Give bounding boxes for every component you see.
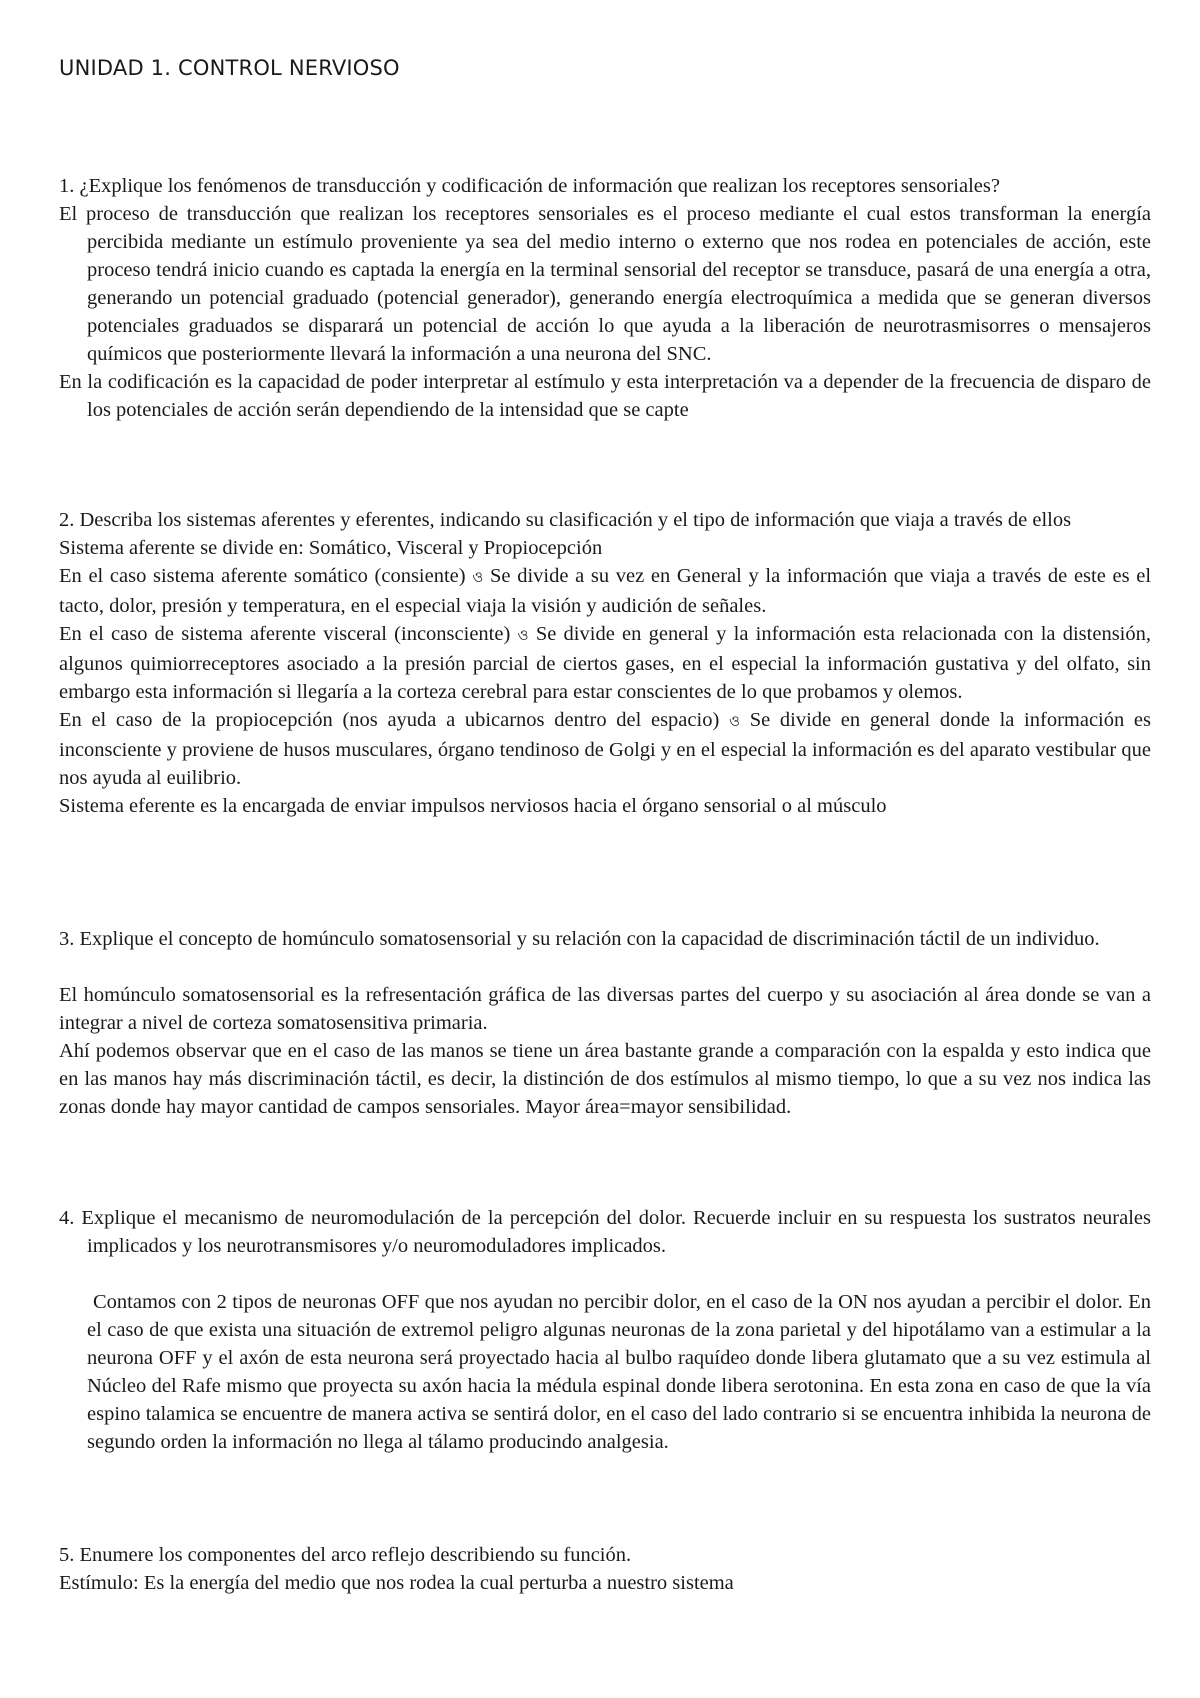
visceral-description: Se divide en general y la información esta relacionada con la distensión, algunos quimiorreceptores asociado a la presión parcial de ciertos gases, en el especial la información gustativa y del olfato, sin embargo esta información si llegaría a la corteza cerebral para estar conscientes de lo que probamos y olemos. (59, 623, 1152, 703)
somatic-description: Se divide a su vez en General y la información que viaja a través de este es el tacto, dolor, presión y temperatura, en el especial viaja la visión y audición de señales. (59, 565, 1152, 617)
question-1-answer-paragraph-1: El proceso de transducción que realizan los receptores sensoriales es el proceso mediante el cual estos transforman la energía percibida mediante un estímulo proveniente ya sea del medio interno o externo que nos rodea en potenciales de acción, este proceso tendrá inicio cuando es captada la energía en la terminal sensorial del receptor se transduce, pasará de una energía a otra, generando un potencial graduado (potencial generador), generando energía electroquímica a medida que se generan diversos potenciales graduados se disparará un potencial de acción lo que ayuda a la liberación de neurotrasmisorres o mensajeros químicos que posteriormente llevará la información a una neurona del SNC. (59, 203, 1151, 365)
question-5-block (59, 1541, 1151, 1597)
question-3-block (59, 925, 1151, 1121)
question-2-somatic-paragraph (59, 562, 1151, 620)
somatic-intro: En el caso sistema aferente somático (consiente) (59, 565, 466, 587)
question-3-answer-paragraph-1: El homúnculo somatosensorial es la refresentación gráfica de las diversas partes del cuerpo y su asociación al área donde se van a integrar a nivel de corteza somatosensitiva primaria. (59, 984, 1151, 1034)
question-1-text: 1. ¿Explique los fenómenos de transducción y codificación de información que realizan los receptores sensoriales? (59, 175, 1000, 197)
question-2-proprioception-paragraph (59, 706, 1151, 792)
question-2-efferent-line: Sistema eferente es la encargada de enviar impulsos nerviosos hacia el órgano sensorial o al músculo (59, 795, 887, 817)
question-1-answer-paragraph-2: En la codificación es la capacidad de poder interpretar al estímulo y esta interpretación va a depender de la frecuencia de disparo de los potenciales de acción serán dependiendo de la intensidad que se capte (59, 371, 1151, 421)
question-3-text: 3. Explique el concepto de homúnculo somatosensorial y su relación con la capacidad de discriminación táctil de un individuo. (59, 928, 1100, 950)
question-2-block (59, 506, 1151, 820)
question-1-block (59, 172, 1151, 424)
proprioception-intro: En el caso de la propiocepción (nos ayuda a ubicarnos dentro del espacio) (59, 709, 720, 731)
question-4-text: 4. Explique el mecanismo de neuromodulación de la percepción del dolor. Recuerde incluir en su respuesta los sustratos neurales implicados y los neurotransmisores y/o neuromoduladores implicados. (59, 1207, 1151, 1257)
arrow-mark-icon: ও (472, 570, 484, 586)
question-5-text: 5. Enumere los componentes del arco reflejo describiendo su función. (59, 1544, 632, 1566)
arrow-mark-icon: ও (728, 714, 741, 730)
question-2-afferent-division: Sistema aferente se divide en: Somático, Visceral y Propiocepción (59, 537, 603, 559)
arrow-mark-icon: ও (517, 628, 529, 644)
question-3-answer-paragraph-2: Ahí podemos observar que en el caso de las manos se tiene un área bastante grande a comparación con la espalda y esto indica que en las manos hay más discriminación táctil, es decir, la distinción de dos estímulos al mismo tiempo, lo que a su vez nos indica las zonas donde hay mayor cantidad de campos sensoriales. Mayor área=mayor sensibilidad. (59, 1040, 1151, 1118)
question-2-text: 2. Describa los sistemas aferentes y eferentes, indicando su clasificación y el tipo de información que viaja a través de ellos (59, 509, 1072, 531)
question-4-block (59, 1204, 1151, 1456)
question-4-answer: Contamos con 2 tipos de neuronas OFF que nos ayudan no percibir dolor, en el caso de la ON nos ayudan a percibir el dolor. En el caso de que exista una situación de extremol peligro algunas neuronas de la zona parietal y del hipotálamo van a estimular a la neurona OFF y el axón de esta neurona será proyectado hacia al bulbo raquídeo donde libera glutamato que a su vez estimula al Núcleo del Rafe mismo que proyecta su axón hacia la médula espinal donde libera serotonina. En esta zona en caso de que la vía espino talamica se encuentre de manera activa se sentirá dolor, en el caso del lado contrario si se encuentra inhibida la neurona de segundo orden la información no llega al tálamo producindo analgesia. (87, 1291, 1151, 1453)
question-5-stimulus-line: Estímulo: Es la energía del medio que nos rodea la cual perturba a nuestro sistema (59, 1572, 734, 1594)
visceral-intro: En el caso de sistema aferente visceral (inconsciente) (59, 623, 511, 645)
question-2-visceral-paragraph (59, 620, 1151, 706)
proprioception-description: Se divide en general donde la información es inconsciente y proviene de husos musculares, órgano tendinoso de Golgi y en el especial la información es del aparato vestibular que nos ayuda al euilibrio. (59, 709, 1152, 789)
document-title: UNIDAD 1. CONTROL NERVIOSO (59, 56, 400, 80)
